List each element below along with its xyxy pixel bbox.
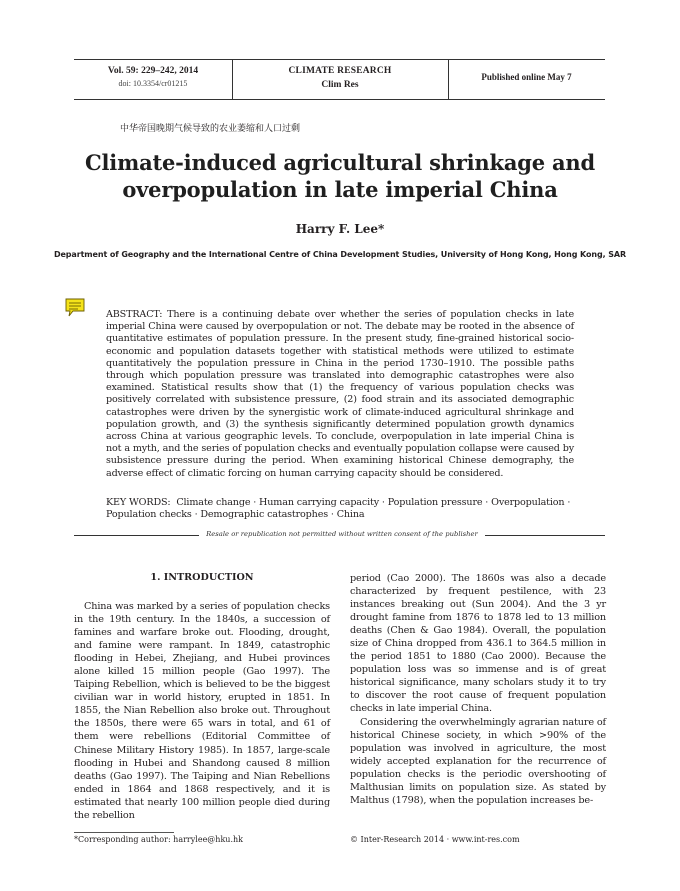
comment-icon[interactable] bbox=[64, 298, 86, 318]
doi: doi: 10.3354/cr01215 bbox=[118, 79, 188, 88]
section-heading: 1. INTRODUCTION bbox=[150, 572, 254, 583]
reproduction-notice: Resale or republication not permitted without written consent of the publisher bbox=[206, 530, 478, 538]
paragraph: period (Cao 2000). The 1860s was also a decade characterized by frequent pestilence, with 23 instances breaking out (Sun 2004). And the 3 yr drought famine from 1876 to 1878 led to 13 million deaths (Chen & Gao 1984). Overall, the population size of China dropped from 436.1 to 364.5 million in the period 1851 to 1880 (Cao 2000). Because the population loss was so immense and is of great historical significance, many scholars study it to try to discover the root cause of frequent population checks in late imperial China. bbox=[350, 573, 606, 715]
header-rule-top bbox=[74, 59, 605, 60]
author: Harry F. Lee* bbox=[295, 222, 385, 236]
footnote-rule bbox=[74, 832, 174, 833]
abstract-text: There is a continuing debate over whether the series of population checks in late imperial China were caused by overpopulation or not. The debate may be rooted in the absence of quantitative estimates of population pressure. In the present study, fine-grained historical socio-economic and population datasets together with statistical methods were utilized to estimate quantitatively the population pressure in China in the period 1730–1910. The possible paths through which population pressure was translated into demographic catastrophes were also examined. Statistical results show that (1) the frequency of various population checks was positively correlated with subsistence pressure, (2) food strain and its associated demographic catastrophes were driven by the synergistic work of climate-induced agricultural shrinkage and population growth, and (3) the synthesis significantly determined population growth dynamics across China at various geographic levels. To conclude, overpopulation in late imperial China is not a myth, and the series of population checks and eventually population collapse were caused by subsistence pressure during the period. When examining historical Chinese demography, the adverse effect of climatic forcing on human carrying capacity should be considered. bbox=[106, 309, 574, 479]
header-divider bbox=[232, 59, 233, 99]
divider bbox=[74, 535, 199, 536]
left-column bbox=[74, 600, 330, 822]
copyright: © Inter-Research 2014 · www.int-res.com bbox=[350, 835, 520, 844]
paragraph: China was marked by a series of population checks in the 19th century. In the 1840s, a succession of famines and warfare broke out. Flooding, drought, and famine were rampant. In 1849, catastrophic flooding in Hebei, Zhejiang, and Hubei provinces alone killed 15 million people (Gao 1997). The Taiping Rebellion, which is believed to be the biggest civilian war in world history, erupted in 1851. In 1855, the Nian Rebellion also broke out. Throughout the 1850s, there were 65 wars in total, and 61 of them were rebellions (Editorial Committee of Chinese Military History 1985). In 1857, large-scale flooding in Hubei and Shandong caused 8 million deaths (Gao 1997). The Taiping and Nian Rebellions ended in 1864 and 1868 respectively, and it is estimated that nearly 100 million people died during the rebellion bbox=[74, 601, 330, 821]
keywords-label: KEY WORDS: bbox=[106, 497, 171, 508]
abstract-label: ABSTRACT: bbox=[106, 309, 163, 320]
header-rule-bottom bbox=[74, 99, 605, 100]
right-column bbox=[350, 572, 606, 807]
journal-name: CLIMATE RESEARCH bbox=[288, 66, 392, 76]
paper-title: Climate-induced agricultural shrinkage and overpopulation in late imperial China bbox=[85, 150, 595, 202]
keywords bbox=[106, 497, 578, 521]
chinese-title: 中华帝国晚期气候导致的农业萎缩和人口过剩 bbox=[120, 124, 301, 134]
abstract bbox=[106, 309, 574, 480]
keywords-text: Climate change · Human carrying capacity · Population pressure · Overpopulation · Population checks · Demographic catastrophes · China bbox=[106, 497, 571, 521]
journal-abbrev: Clim Res bbox=[321, 80, 359, 90]
affiliation: Department of Geography and the International Centre of China Development Studies, University of Hong Kong, Hong Kong, SAR bbox=[53, 250, 627, 259]
published-date: Published online May 7 bbox=[481, 72, 572, 82]
divider bbox=[485, 535, 605, 536]
volume-info: Vol. 59: 229–242, 2014 bbox=[107, 66, 199, 76]
corresponding-author: *Corresponding author: harrylee@hku.hk bbox=[74, 835, 243, 844]
paragraph: Considering the overwhelmingly agrarian nature of historical Chinese society, in which >90% of the population was involved in agriculture, the most widely accepted explanation for the recurrence of population checks is the periodic overshooting of Malthusian limits on population size. As stated by Malthus (1798), when the population increases be- bbox=[350, 716, 606, 806]
